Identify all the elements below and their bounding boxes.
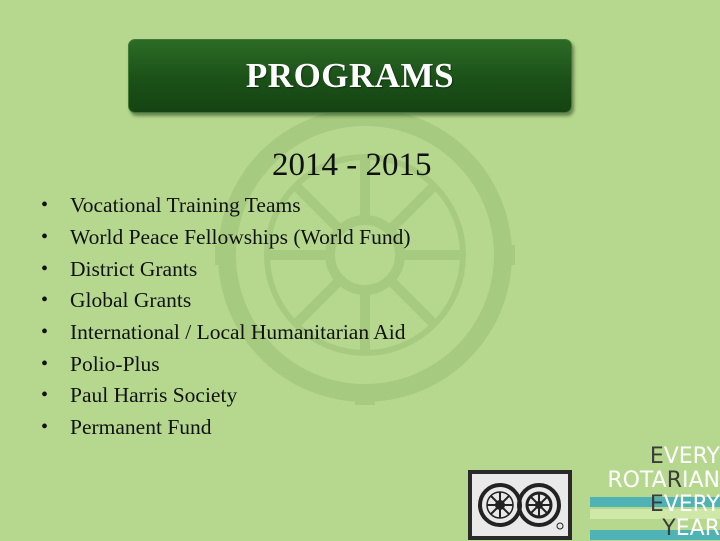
slogan-rest: IAN — [682, 468, 720, 493]
title-banner — [128, 39, 572, 113]
list-item — [41, 253, 411, 285]
list-item — [41, 348, 411, 380]
list-item — [41, 380, 411, 412]
bullet: • — [41, 321, 49, 344]
slogan-highlight: E — [649, 444, 664, 469]
program-label: Polio-Plus — [70, 351, 160, 376]
every-rotarian-every-year-logo — [590, 445, 720, 540]
slogan-line-every-2 — [590, 493, 720, 517]
bullet: • — [41, 194, 49, 217]
list-item — [41, 412, 411, 444]
rotary-foundation-logo — [468, 470, 572, 540]
year-subtitle: 2014 - 2015 — [272, 147, 432, 183]
slogan-lead: ROTA — [607, 468, 667, 493]
program-label: Global Grants — [70, 288, 192, 313]
list-item — [41, 317, 411, 349]
program-label: World Peace Fellowships (World Fund) — [70, 225, 411, 250]
slogan-rest: EAR — [675, 516, 720, 541]
program-label: District Grants — [70, 256, 198, 281]
slogan-highlight: E — [649, 492, 664, 517]
bullet: • — [41, 257, 49, 280]
program-label: Paul Harris Society — [70, 383, 238, 408]
rotary-foundation-logo-icon — [472, 474, 568, 536]
bullet: • — [41, 226, 49, 249]
slogan-line-every — [590, 445, 720, 469]
program-list — [41, 190, 411, 444]
slogan-line-rotarian — [590, 469, 720, 493]
list-item — [41, 285, 411, 317]
bullet: • — [41, 384, 49, 407]
bullet: • — [41, 352, 49, 375]
slogan-line-year — [590, 517, 720, 541]
slogan-rest: VERY — [663, 444, 720, 469]
bullet: • — [41, 416, 49, 439]
slogan-highlight: Y — [662, 516, 676, 541]
slogan-highlight: R — [666, 468, 682, 493]
bullet: • — [41, 289, 49, 312]
program-label: International / Local Humanitarian Aid — [70, 320, 406, 345]
slogan-rest: VERY — [663, 492, 720, 517]
program-label: Permanent Fund — [70, 415, 212, 440]
program-label: Vocational Training Teams — [70, 193, 301, 218]
page-title: PROGRAMS — [245, 56, 455, 95]
list-item — [41, 190, 411, 222]
list-item — [41, 222, 411, 254]
